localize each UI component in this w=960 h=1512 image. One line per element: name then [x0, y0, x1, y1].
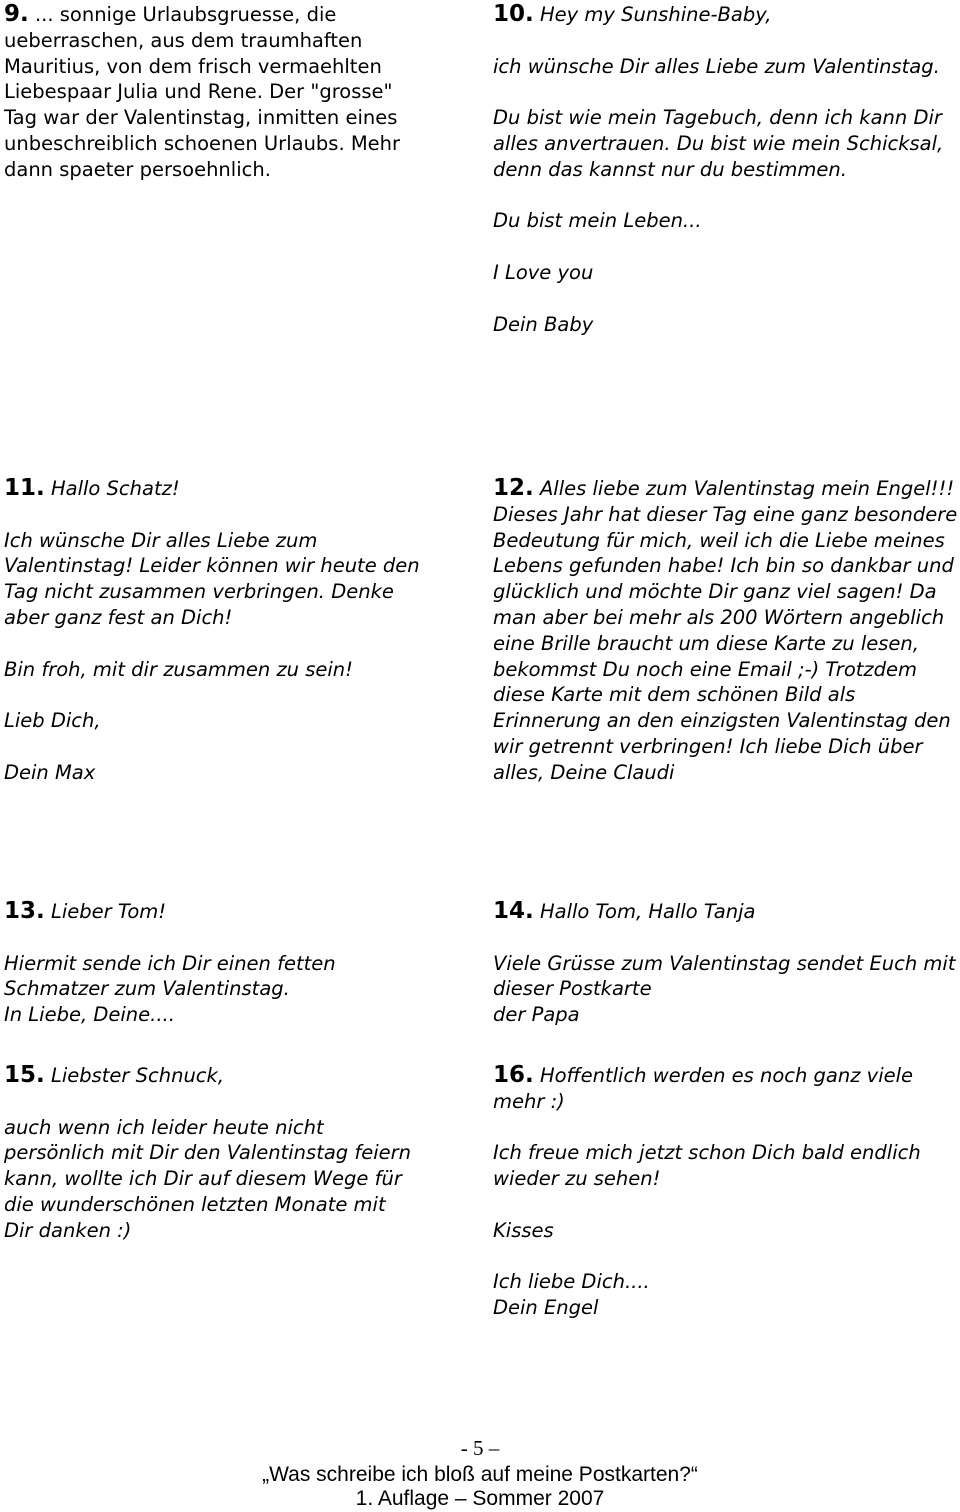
entry-number: 15. [4, 1062, 45, 1088]
entry-line: Viele Grüsse zum Valentinstag sendet Euch mit dieser Postkarte [493, 951, 956, 1001]
entry-line: auch wenn ich leider heute nicht persönlich mit Dir den Valentinstag feiern kann, wollte ich Dir auf diesem Wege für die wunderschönen letzten Monate mit Dir danken :) [4, 1115, 412, 1242]
entry-15 [4, 1063, 419, 1244]
entry-line: Hallo Schatz! [50, 477, 180, 500]
entry-line: Lieber Tom! [50, 900, 167, 923]
entry-11-greeting [4, 476, 434, 502]
entry-line: Ich wünsche Dir alles Liebe zum Valentinstag! Leider können wir heute den Tag nicht zusammen verbringen. Denke aber ganz fest an Dich! [4, 528, 420, 629]
page-number: - 5 – [460, 1436, 500, 1460]
entry-number: 14. [493, 898, 534, 924]
entry-line: Kisses [493, 1218, 554, 1242]
entry-line: Hiermit sende ich Dir einen fetten Schmatzer zum Valentinstag. [4, 951, 336, 1001]
entry-9 [4, 2, 424, 183]
entry-text: Alles liebe zum Valentinstag mein Engel!!! Dieses Jahr hat dieser Tag eine ganz besondere Bedeutung für mich, weil ich die Liebe meines Lebens gefunden habe! Ich bin so dankbar und glücklich und möchte Dir ganz viel sagen! Da man aber bei mehr als 200 Wörtern angeblich eine Brille braucht um diese Karte zu lesen, bekommst Du noch eine Email ;-) Trotzdem diese Karte mit dem schönen Bild als Erinnerung an den einzigsten Valentinstag den wir getrennt verbringen! Ich liebe Dich über alles, Deine Claudi [493, 477, 958, 784]
footer-title: „Was schreibe ich bloß auf meine Postkarten?“ [262, 1463, 698, 1486]
entry-line: Lieb Dich, [4, 709, 101, 733]
entry-16 [493, 1063, 959, 1321]
entry-13-greeting [4, 899, 404, 925]
entry-12-paragraph [493, 476, 959, 786]
entry-line: In Liebe, Deine.... [4, 1003, 175, 1027]
entry-14 [493, 899, 959, 1028]
entry-line: Liebster Schnuck, [50, 1064, 225, 1087]
entry-line: Hoffentlich werden es noch ganz viele mehr :) [493, 1064, 914, 1113]
entry-15-greeting [4, 1063, 419, 1089]
entry-line: Ich liebe Dich.... [493, 1270, 650, 1294]
entry-line: Hallo Tom, Hallo Tanja [539, 900, 756, 923]
entry-14-greeting [493, 899, 959, 925]
footer-edition: 1. Auflage – Sommer 2007 [355, 1487, 605, 1510]
entry-10-greeting [493, 2, 953, 28]
entry-line: Hey my Sunshine-Baby, [539, 3, 772, 26]
entry-line: Ich freue mich jetzt schon Dich bald endlich wieder zu sehen! [493, 1141, 921, 1191]
entry-number: 9. [4, 1, 29, 27]
entry-line: der Papa [493, 1003, 580, 1027]
entry-number: 12. [493, 475, 534, 501]
entry-12 [493, 476, 959, 786]
entry-line: Du bist wie mein Tagebuch, denn ich kann Dir alles anvertrauen. Du bist wie mein Schicksal, denn das kannst nur du bestimmen. [493, 106, 944, 181]
entry-line: Dein Engel [493, 1296, 599, 1320]
entry-line: Dein Max [4, 760, 96, 784]
entry-10 [493, 2, 953, 337]
entry-line: ich wünsche Dir alles Liebe zum Valentinstag. [493, 54, 940, 78]
entry-line: Dein Baby [493, 312, 594, 336]
entry-line: Du bist mein Leben... [493, 209, 702, 233]
entry-number: 10. [493, 1, 534, 27]
entry-number: 16. [493, 1062, 534, 1088]
entry-text: ... sonnige Urlaubsgruesse, die ueberraschen, aus dem traumhaften Mauritius, von dem frisch vermaehlten Liebespaar Julia und Rene. Der "grosse" Tag war der Valentinstag, inmitten eines unbeschreiblich schoenen Urlaubs. Mehr dann spaeter persoehnlich. [4, 3, 401, 181]
entry-9-paragraph [4, 2, 424, 183]
entry-line: Bin froh, mit dir zusammen zu sein! [4, 657, 353, 681]
entry-16-greeting [493, 1063, 959, 1115]
entry-line: I Love you [493, 260, 594, 284]
entry-11 [4, 476, 434, 786]
entry-13 [4, 899, 404, 1028]
entry-number: 13. [4, 898, 45, 924]
entry-number: 11. [4, 475, 45, 501]
